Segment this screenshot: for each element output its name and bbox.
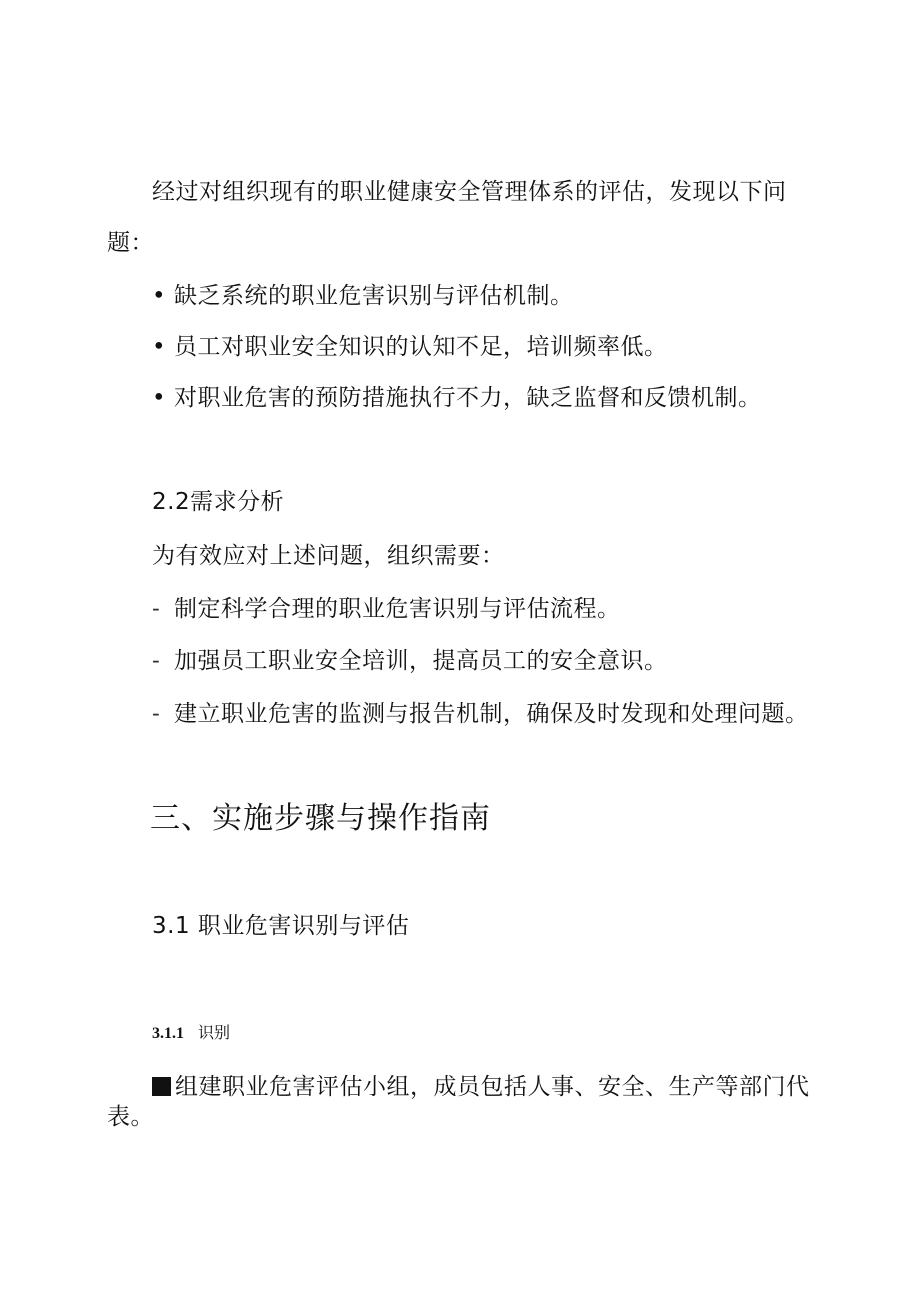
problem-text: 对职业危害的预防措施执行不力，缺乏监督和反馈机制。 [174, 385, 762, 411]
problem-list-item [152, 285, 574, 308]
bullet-icon: • [152, 385, 167, 411]
section-3-1-1-number: 3.1.1 [152, 1025, 184, 1042]
section-3-1-1-heading [152, 1025, 230, 1042]
problem-list-item [152, 336, 668, 359]
square-bullet-icon [152, 1077, 171, 1096]
problem-text: 员工对职业安全知识的认知不足，培训频率低。 [174, 334, 668, 360]
dash-icon: - [152, 596, 161, 622]
need-text: 加强员工职业安全培训，提高员工的安全意识。 [174, 648, 668, 674]
need-list-item [152, 650, 668, 673]
section-3-1-heading: 3.1 职业危害识别与评估 [152, 913, 410, 939]
bullet-icon: • [152, 334, 167, 360]
problem-list-item [152, 387, 762, 410]
section-2-2-lead: 为有效应对上述问题，组织需要： [152, 543, 505, 569]
need-list-item [152, 598, 621, 621]
section-3-heading: 三、实施步骤与操作指南 [150, 801, 491, 836]
dash-icon: - [152, 701, 161, 727]
paragraph-text: 组建职业危害评估小组，成员包括人事、安全、生产等部门代 [175, 1074, 810, 1100]
dash-icon: - [152, 648, 161, 674]
bullet-icon: • [152, 283, 167, 309]
section-3-1-1-label: 识别 [198, 1023, 231, 1042]
need-list-item [152, 703, 809, 726]
need-text: 制定科学合理的职业危害识别与评估流程。 [174, 596, 621, 622]
intro-line-1: 经过对组织现有的职业健康安全管理体系的评估，发现以下问 [152, 179, 787, 205]
problem-text: 缺乏系统的职业危害识别与评估机制。 [174, 283, 574, 309]
paragraph-3-1-1-line-1 [152, 1076, 810, 1099]
need-text: 建立职业危害的监测与报告机制，确保及时发现和处理问题。 [174, 701, 809, 727]
intro-line-2: 题： [107, 230, 154, 256]
section-2-2-heading: 2.2需求分析 [152, 489, 285, 515]
paragraph-3-1-1-line-2: 表。 [107, 1104, 154, 1130]
